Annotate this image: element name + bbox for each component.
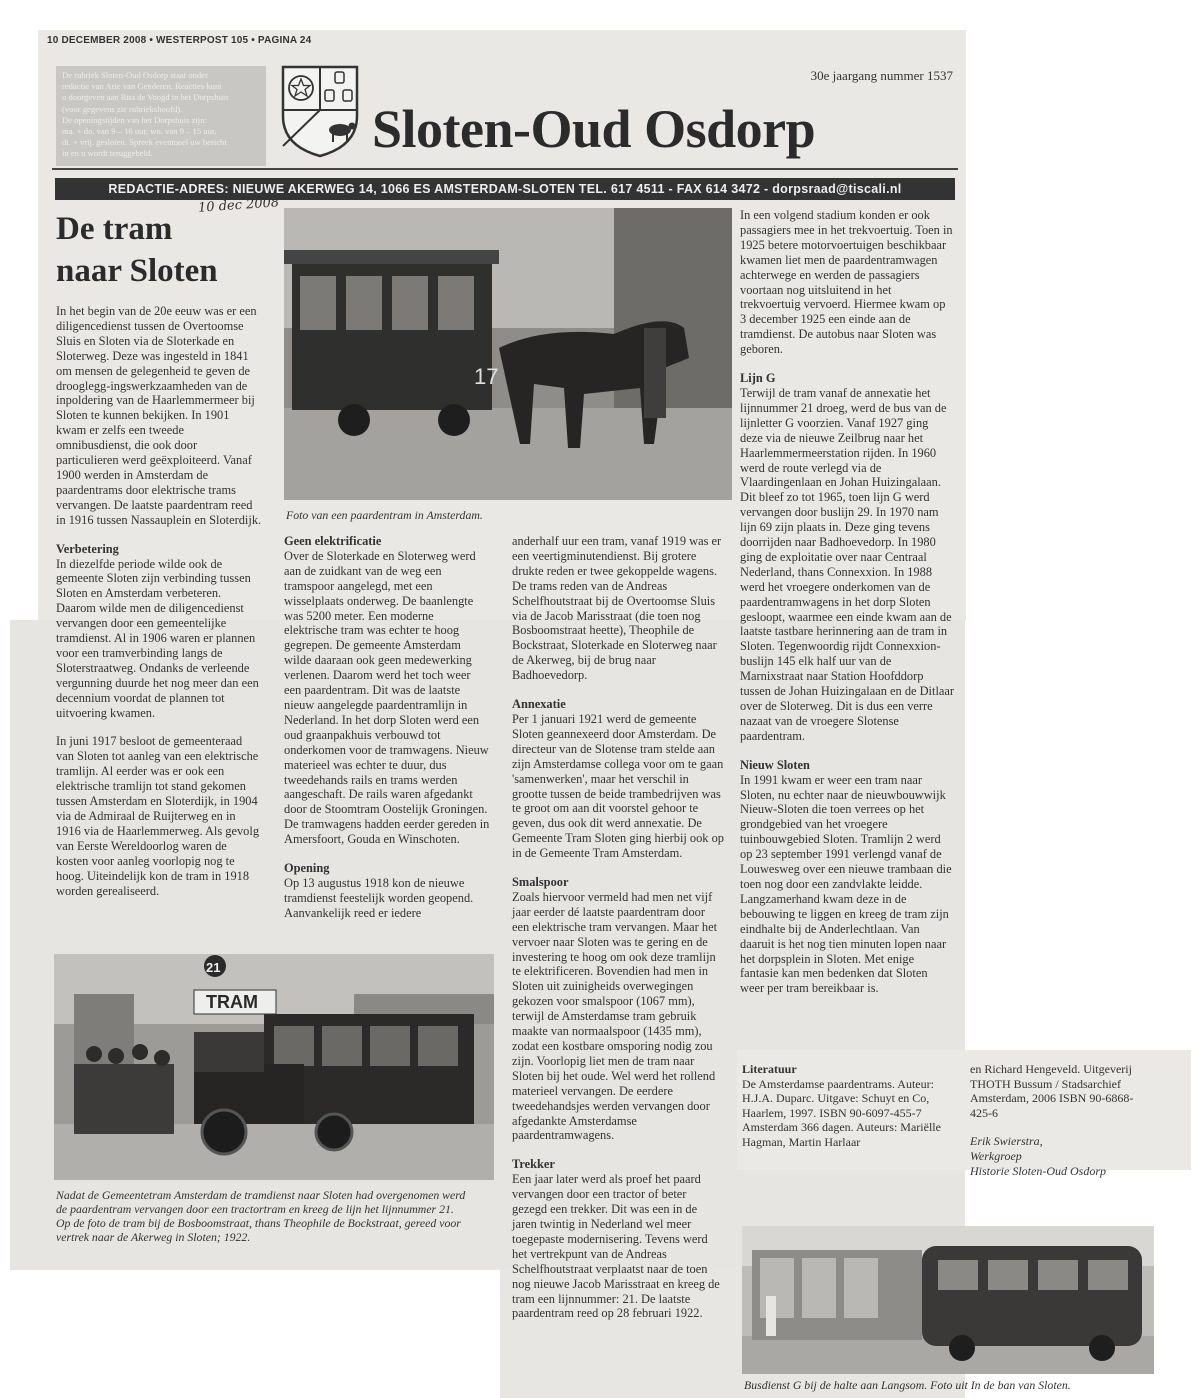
divider — [52, 168, 958, 170]
photo-horse-tram — [284, 208, 732, 500]
paragraph-dienstregeling: anderhalf uur een tram, vanaf 1919 was er een veertigminutendienst. Bij grotere drukte reden er twee gekoppelde wagens. De trams reden van de Andreas Schelfhoutstraat bij de Overtoomse Sluis via de Jacob Marisstraat (die toen nog Bosboomstraat heette), Theophile de Bockstraat, Sloterkade en Sloterweg naar de Akerweg, bij de brug naar Badhoevedorp. — [512, 534, 722, 683]
headline-line-1: De tram — [56, 211, 173, 247]
subheading-smalspoor: Smalspoor — [512, 875, 569, 890]
info-line: De openingstijden van het Dorpshuis zijn: — [62, 114, 207, 125]
paragraph-trekker: Een jaar later werd als proef het paard vervangen door een tractor of beter gezegd een trekker. Dit was een in de jaren twintig in Nederland wel meer toegepaste modernisering. Tevens werd het vertrekpunt van de Andreas Schelfhoutstraat verplaatst naar de toen nog nieuwe Jacob Marisstraat en kreeg de tram een lijnnummer: 21. De laatste paardentram reed op 28 februari 1922. — [512, 1172, 720, 1321]
headline-line-2: naar Sloten — [56, 253, 218, 289]
tram-line-number: 21 — [206, 960, 221, 975]
article-column-4 — [740, 208, 954, 1010]
author-organisation: Historie Sloten-Oud Osdorp — [970, 1163, 1106, 1178]
literature-references: De Amsterdamse paardentrams. Auteur: H.J.A. Duparc. Uitgave: Schuyt en Co, Haarlem, 1997. ISBN 90-6097-455-7 Amsterdam 366 dagen. Auteurs: Mariëlle Hagman, Martin Harlaar — [742, 1076, 941, 1149]
tram-number: 17 — [474, 364, 499, 389]
column-info-box — [56, 66, 266, 166]
info-line: redactie van Arie van Genderen. Reacties kunt — [62, 81, 222, 92]
article-headline — [56, 208, 218, 292]
paragraph-nieuw-sloten: In 1991 kwam er weer een tram naar Sloten, nu echter naar de nieuwbouwwijk Nieuw-Sloten die toen verrees op het grondgebied van het vroegere tuinbouwgebied Sloten. Tramlijn 2 werd op 23 september 1991 verlengd vanaf de Louwesweg over een nieuwe trambaan die toen nog door een zandvlakte leidde. Langzamerhand kwam deze in de bebouwing te liggen en kreeg de tram zijn eindhalte bij de Anderlechtlaan. Van daaruit is het nog tien minuten lopen naar het dorpsplein in Sloten. Met enige fantasie kan men bedenken dat Sloten weer per tram bereikbaar is. — [740, 772, 952, 996]
info-line: u doorgeven aan Rita de Voogd in het Dorpshuis — [62, 92, 229, 103]
literature-references-continued: en Richard Hengeveld. Uitgeverij THOTH Bussum / Stadsarchief Amsterdam, 2006 ISBN 90-6868-425-6 — [970, 1062, 1134, 1120]
author-name: Erik Swierstra, — [970, 1134, 1043, 1149]
author-group: Werkgroep — [970, 1148, 1022, 1163]
literature-block — [742, 1062, 952, 1150]
info-line: De rubriek Sloten-Oud Osdorp staat onder — [62, 70, 208, 80]
info-line: (voor gegevens zie rubriekshoofd). — [62, 103, 183, 114]
intro-paragraph: In het begin van de 20e eeuw was er een diligencedienst tussen de Overtoomse Sluis en Sloten via de Sloterkade en Sloterweg. Deze was ingesteld in 1841 om mensen de gelegenheid te geven de drooglegg-ingswerkzaamheden van de inpoldering van de Haarlemmermeer bij Sloten te kunnen bekijken. In 1901 kwam er zelfs een tweede omnibusdienst, die ook door particulieren werd geëxploiteerd. Vanaf 1900 werden in Amsterdam de paardentrams door elektrische trams vervangen. De laatste paardentram reed in 1916 tussen Nassauplein en Sloterdijk. — [56, 304, 262, 527]
photo-caption-tractor-tram — [56, 1188, 476, 1244]
paragraph-lijn-g: Terwijl de tram vanaf de annexatie het lijnnummer 21 droeg, werd de bus van de lijnletter G voorzien. Vanaf 1927 ging deze via de nieuwe Zeilbrug naar het Haarlemmermeerstation rijden. In 1960 werd de route verlegd via de Vlaardingenlaan en Johan Huizingalaan. Dit bleef zo tot 1965, toen lijn G werd vervangen door buslijn 29. In 1970 nam lijn 69 zijn plaats in. Deze ging tevens doorrijden naar Badhoevedorp. In 1980 ging de exploitatie over naar Centraal Nederland, thans Connexxion. In 1988 werd het vroegere onderkomen van de paardentramwagens in het dorp Sloten gesloopt, waarmee een einde kwam aan de laatste tastbare herinnering aan de tram in Sloten. Tegenwoordig rijdt Connexxion-buslijn 145 elk half uur van de Marnixstraat naar Station Hoofddorp tussen de Johan Huizingalaan en de Ditlaar over de Sloterweg. Dit is dus een verre nazaat van de vroegere Slotense paardentram. — [740, 385, 955, 743]
photo-caption-bus-g: Busdienst G bij de halte aan Langsom. Foto uit In de ban van Sloten. — [744, 1378, 1071, 1392]
paragraph-juni-1917: In juni 1917 besloot de gemeenteraad van Sloten tot aanleg van een elektrische tramlijn. Al eerder was er ook een elektrische tramlijn tot stand gekomen tussen Amsterdam en Sloterdijk, in 1904 via de Admiraal de Ruijterweg en in 1916 via de Haarlemmerweg. Als gevolg van Eerste Wereldoorlog waren de kosten voor aanleg voorlopig nog te hoog. Uiteindelijk kon de tram in 1918 worden gerealiseerd. — [56, 734, 260, 898]
paragraph-verbetering: In diezelfde periode wilde ook de gemeente Sloten zijn verbinding tussen Sloten en Amsterdam verbeteren. Daarom wilde men de diligencedienst vervangen door een gemeentelijke tramdienst. Al in 1906 waren er plannen voor een tramverbinding langs de Sloterstraatweg. Ondanks de verleende vergunning duurde het nog meer dan een decennium voordat de plannen tot uitvoering kwamen. — [56, 556, 259, 720]
paragraph-annexatie: Per 1 januari 1921 werd de gemeente Sloten geannexeerd door Amsterdam. De directeur van de Slotense tram stelde aan zijn Amsterdamse collega voor om te gaan 'samenwerken', maar het verschil in grootte tussen de beide trambedrijven was te groot om aan dit voorstel gehoor te geven, dus ook dit werd annexatie. De Gemeente Tram Sloten ging hierbij ook op in de Gemeente Tram Amsterdam. — [512, 711, 724, 861]
dateline: 10 DECEMBER 2008 • WESTERPOST 105 • PAGINA 24 — [47, 35, 312, 46]
coat-of-arms-icon — [280, 64, 360, 158]
photo-caption-horse-tram: Foto van een paardentram in Amsterdam. — [286, 508, 483, 522]
masthead-title: Sloten-Oud Osdorp — [372, 99, 816, 159]
tram-sign-text: TRAM — [206, 992, 258, 1012]
subheading-verbetering: Verbetering — [56, 541, 119, 556]
photo-bus-g — [742, 1226, 1154, 1374]
article-column-1 — [56, 304, 262, 912]
info-line: ma. + do. van 9 – 16 uur, wo. van 9 – 15 uur, — [62, 126, 217, 137]
article-column-3 — [512, 534, 724, 1335]
photo-tractor-tram — [54, 954, 494, 1180]
subheading-trekker: Trekker — [512, 1157, 555, 1172]
subheading-annexatie: Annexatie — [512, 697, 566, 712]
info-line: in en u wordt teruggebeld. — [62, 148, 153, 159]
article-column-2 — [284, 534, 490, 935]
subheading-opening: Opening — [284, 861, 330, 876]
paragraph-opening: Op 13 augustus 1918 kon de nieuwe tramdienst feestelijk worden geopend. Aanvankelijk reed er iedere — [284, 875, 474, 920]
literature-block-continued — [970, 1062, 1155, 1178]
caption-line-1: Nadat de Gemeentetram Amsterdam de tramdienst naar Sloten had overgenomen werd de paardentram vervangen door een tractortram en kreeg de lijn het lijnnummer 21. — [56, 1188, 466, 1216]
subheading-elektrificatie: Geen elektrificatie — [284, 534, 382, 548]
paragraph-smalspoor: Zoals hiervoor vermeld had men net vijf jaar eerder dé laatste paardentram door een elektrische tram vervangen. Maar het vervoer naar Sloten was te gering en de investering te hoog om ook deze tramlijn te elektrificeren. Bovendien had men in Sloten uit zuinigheids overwegingen gekozen voor smalspoor (1067 mm), terwijl de Amsterdamse tram gebruik maakte van normaalspoor (1435 mm), zodat een kostbare omsporing nodig zou zijn. Voorlopig liet men de tram naar Sloten bij het oude. Wel werd het rollend materieel vervangen. De eerdere tweedehandsjes werden vervangen door afgedankte Amsterdamse paardentramwagens. — [512, 889, 718, 1143]
subheading-nieuw-sloten: Nieuw Sloten — [740, 757, 810, 772]
editorial-address-bar: REDACTIE-ADRES: NIEUWE AKERWEG 14, 1066 ES AMSTERDAM-SLOTEN TEL. 617 4511 - FAX 614 3472 - dorpsraad@tiscali.nl — [55, 178, 955, 200]
subheading-literatuur: Literatuur — [742, 1062, 797, 1076]
caption-line-2: Op de foto de tram bij de Bosboomstraat, thans Theophile de Bockstraat, gereed voor vertrek naar de Akerweg in Sloten; 1922. — [56, 1216, 461, 1244]
paragraph-elektrificatie: Over de Sloterkade en Sloterweg werd aan de zuidkant van de weg een tramspoor aangelegd, met een wisselplaats onderweg. De baanlengte was 5200 meter. Een moderne elektrische tram was echter te hoog gegrepen. De gemeente Amsterdam wilde daaraan ook geen medewerking verlenen. Daarom werd het toch weer een paardentram. Dit was de laatste nieuw aangelegde paardentramlijn in Nederland. In het dorp Sloten werd een oud graanpakhuis verbouwd tot onderkomen voor de tramwagens. Nieuw materieel was echter te duur, dus tweedehands rails en trams werden aangeschaft. De rails waren afgedankt door de Stoomtram Oostelijk Groningen. De tramwagens hadden eerder gereden in Amersfoort, Gouda en Winschoten. — [284, 548, 490, 847]
subheading-lijn-g: Lijn G — [740, 371, 776, 386]
info-line: di. + vrij. gesloten. Spreek eventueel uw bericht — [62, 137, 227, 148]
issue-number: 30e jaargang nummer 1537 — [810, 68, 953, 83]
handwritten-date-note: 10 dec 2008 — [197, 195, 280, 216]
paragraph-autobus: In een volgend stadium konden er ook passagiers mee in het trekvoertuig. Toen in 1925 betere motorvoertuigen beschikbaar kwamen liet men de paardentramwagen achterwege en werden de passagiers voortaan nog uitsluitend in het trekvoertuig vervoerd. Hiermee kwam op 3 december 1925 een einde aan de tramdienst. De autobus naar Sloten was geboren. — [740, 208, 953, 357]
